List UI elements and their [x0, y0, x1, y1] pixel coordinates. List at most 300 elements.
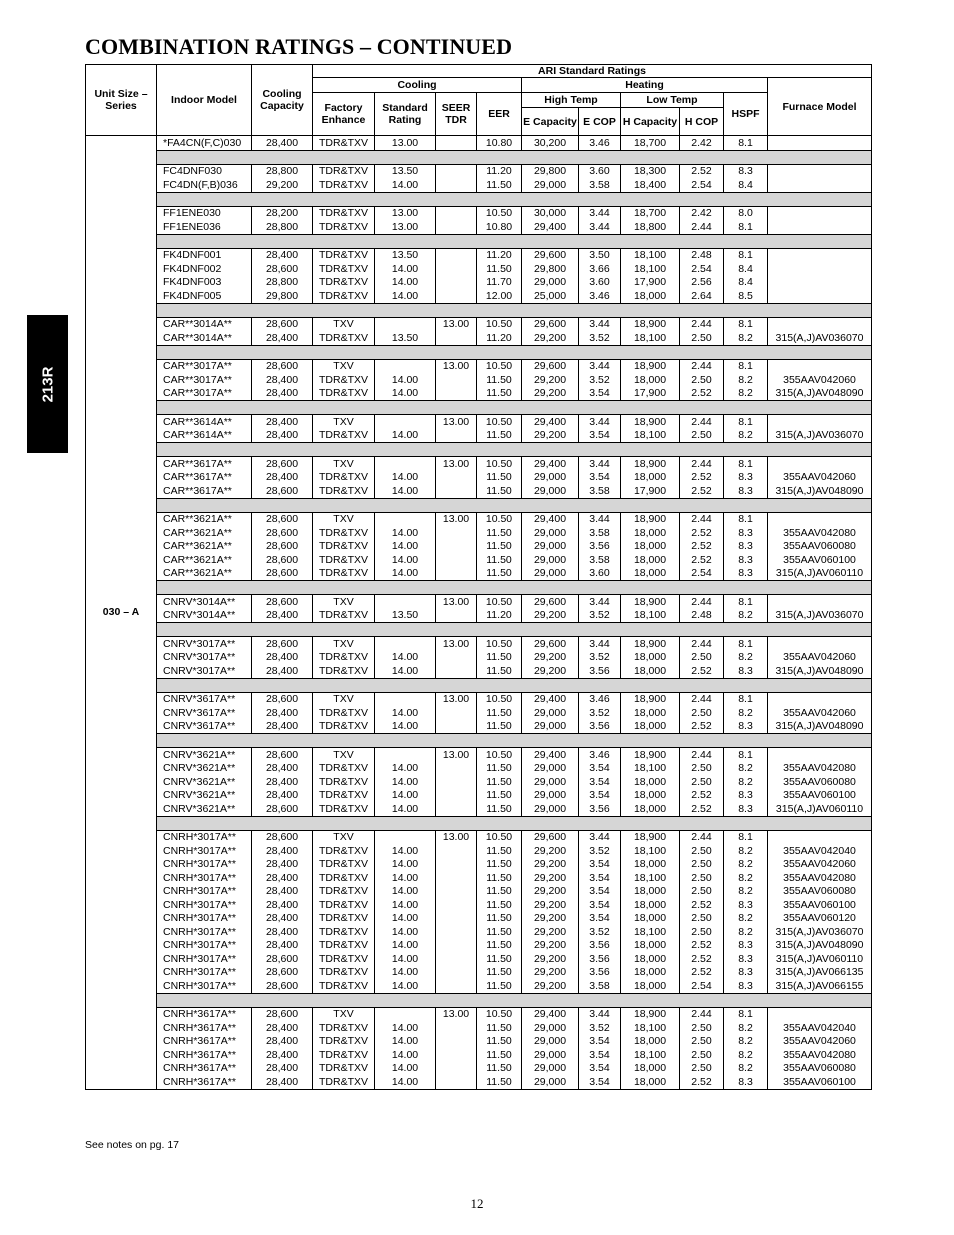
cell-seer-tdr: 13.00	[436, 748, 477, 762]
cell-hspf: 8.2	[724, 762, 768, 776]
cell-hspf: 8.3	[724, 952, 768, 966]
cell-seer-tdr: 13.00	[436, 637, 477, 651]
cell-hspf: 8.2	[724, 844, 768, 858]
cell-standard-rating	[375, 415, 436, 429]
cell-furnace-model: 355AAV042060	[768, 471, 872, 485]
cell-e-capacity: 29,400	[522, 220, 579, 234]
cell-indoor-model: FF1ENE030	[157, 206, 252, 220]
cell-factory-enhance: TDR&TXV	[313, 206, 375, 220]
separator-cell	[157, 401, 872, 415]
cell-seer-tdr	[436, 1075, 477, 1089]
header-h-cop: H COP	[680, 108, 724, 136]
cell-cooling-capacity: 28,400	[252, 858, 313, 872]
cell-h-cop: 2.52	[680, 952, 724, 966]
cell-e-cop: 3.60	[579, 567, 621, 581]
cell-indoor-model: CAR**3017A**	[157, 359, 252, 373]
cell-hspf: 8.2	[724, 871, 768, 885]
cell-h-capacity: 18,000	[621, 858, 680, 872]
cell-factory-enhance: TDR&TXV	[313, 885, 375, 899]
cell-factory-enhance: TXV	[313, 830, 375, 844]
cell-e-cop: 3.54	[579, 912, 621, 926]
cell-h-cop: 2.52	[680, 898, 724, 912]
table-row	[86, 262, 872, 276]
side-tab	[27, 315, 68, 453]
cell-furnace-model	[768, 1007, 872, 1021]
cell-h-cop: 2.50	[680, 429, 724, 443]
table-row	[86, 952, 872, 966]
cell-standard-rating: 14.00	[375, 844, 436, 858]
cell-standard-rating	[375, 830, 436, 844]
cell-h-cop: 2.52	[680, 164, 724, 178]
cell-eer: 11.50	[477, 373, 522, 387]
cell-h-cop: 2.52	[680, 966, 724, 980]
cell-h-capacity: 18,000	[621, 885, 680, 899]
cell-standard-rating	[375, 595, 436, 609]
cell-furnace-model: 355AAV060100	[768, 789, 872, 803]
cell-factory-enhance: TDR&TXV	[313, 1048, 375, 1062]
cell-h-capacity: 18,100	[621, 762, 680, 776]
cell-e-capacity: 29,000	[522, 720, 579, 734]
cell-indoor-model: CNRH*3017A**	[157, 885, 252, 899]
cell-eer: 11.20	[477, 248, 522, 262]
cell-seer-tdr	[436, 706, 477, 720]
header-ari: ARI Standard Ratings	[313, 65, 872, 78]
cell-hspf: 8.2	[724, 1062, 768, 1076]
cell-cooling-capacity: 28,600	[252, 484, 313, 498]
cell-cooling-capacity: 28,600	[252, 540, 313, 554]
cell-furnace-model: 315(A,J)AV048090	[768, 939, 872, 953]
cell-furnace-model: 315(A,J)AV048090	[768, 484, 872, 498]
cell-e-capacity: 29,000	[522, 276, 579, 290]
table-row	[86, 359, 872, 373]
cell-furnace-model	[768, 512, 872, 526]
cell-eer: 10.50	[477, 1007, 522, 1021]
table-row	[86, 553, 872, 567]
cell-hspf: 8.1	[724, 830, 768, 844]
separator-cell	[157, 678, 872, 692]
cell-standard-rating: 14.00	[375, 858, 436, 872]
cell-indoor-model: CNRH*3017A**	[157, 898, 252, 912]
cell-factory-enhance: TDR&TXV	[313, 664, 375, 678]
cell-furnace-model: 315(A,J)AV060110	[768, 802, 872, 816]
cell-indoor-model: CNRV*3014A**	[157, 609, 252, 623]
cell-hspf: 8.1	[724, 512, 768, 526]
cell-e-cop: 3.66	[579, 262, 621, 276]
header-eer: EER	[477, 93, 522, 136]
cell-furnace-model	[768, 206, 872, 220]
cell-standard-rating	[375, 359, 436, 373]
cell-e-capacity: 29,600	[522, 248, 579, 262]
cell-seer-tdr: 13.00	[436, 692, 477, 706]
cell-e-cop: 3.54	[579, 1035, 621, 1049]
cell-factory-enhance: TDR&TXV	[313, 540, 375, 554]
cell-seer-tdr	[436, 939, 477, 953]
cell-indoor-model: CNRH*3017A**	[157, 939, 252, 953]
cell-hspf: 8.3	[724, 484, 768, 498]
cell-indoor-model: CNRV*3621A**	[157, 789, 252, 803]
cell-standard-rating: 14.00	[375, 1035, 436, 1049]
cell-seer-tdr: 13.00	[436, 595, 477, 609]
cell-seer-tdr: 13.00	[436, 830, 477, 844]
cell-h-capacity: 18,400	[621, 178, 680, 192]
cell-indoor-model: CNRH*3017A**	[157, 844, 252, 858]
table-row	[86, 706, 872, 720]
group-separator	[86, 498, 872, 512]
cell-factory-enhance: TDR&TXV	[313, 952, 375, 966]
cell-indoor-model: FC4DN(F,B)036	[157, 178, 252, 192]
cell-e-cop: 3.56	[579, 939, 621, 953]
cell-h-cop: 2.44	[680, 830, 724, 844]
cell-furnace-model: 315(A,J)AV060110	[768, 952, 872, 966]
cell-factory-enhance: TDR&TXV	[313, 387, 375, 401]
table-row	[86, 471, 872, 485]
cell-indoor-model: CNRV*3621A**	[157, 762, 252, 776]
cell-cooling-capacity: 28,400	[252, 248, 313, 262]
cell-e-capacity: 29,400	[522, 512, 579, 526]
cell-standard-rating: 13.50	[375, 164, 436, 178]
cell-eer: 11.50	[477, 262, 522, 276]
cell-standard-rating: 14.00	[375, 952, 436, 966]
table-row	[86, 637, 872, 651]
separator-cell	[157, 234, 872, 248]
cell-standard-rating	[375, 637, 436, 651]
cell-factory-enhance: TDR&TXV	[313, 276, 375, 290]
cell-factory-enhance: TDR&TXV	[313, 1021, 375, 1035]
cell-eer: 11.50	[477, 925, 522, 939]
group-separator	[86, 816, 872, 830]
group-separator	[86, 734, 872, 748]
table-row	[86, 871, 872, 885]
cell-furnace-model	[768, 359, 872, 373]
cell-standard-rating: 13.00	[375, 206, 436, 220]
cell-seer-tdr: 13.00	[436, 359, 477, 373]
cell-e-cop: 3.54	[579, 429, 621, 443]
cell-e-capacity: 29,200	[522, 844, 579, 858]
cell-h-capacity: 18,800	[621, 220, 680, 234]
cell-seer-tdr	[436, 387, 477, 401]
cell-standard-rating	[375, 457, 436, 471]
group-separator	[86, 623, 872, 637]
cell-standard-rating: 14.00	[375, 553, 436, 567]
table-row	[86, 317, 872, 331]
cell-e-capacity: 29,200	[522, 925, 579, 939]
cell-furnace-model	[768, 262, 872, 276]
cell-e-capacity: 29,400	[522, 457, 579, 471]
cell-factory-enhance: TDR&TXV	[313, 289, 375, 303]
cell-e-capacity: 29,200	[522, 979, 579, 993]
table-row	[86, 1062, 872, 1076]
cell-seer-tdr	[436, 609, 477, 623]
cell-e-cop: 3.54	[579, 871, 621, 885]
cell-indoor-model: CNRH*3617A**	[157, 1048, 252, 1062]
cell-e-capacity: 29,000	[522, 775, 579, 789]
table-row	[86, 415, 872, 429]
table-row	[86, 1021, 872, 1035]
cell-e-cop: 3.52	[579, 373, 621, 387]
cell-cooling-capacity: 28,400	[252, 939, 313, 953]
cell-standard-rating: 14.00	[375, 1075, 436, 1089]
cell-eer: 11.50	[477, 567, 522, 581]
cell-e-cop: 3.46	[579, 748, 621, 762]
cell-h-cop: 2.52	[680, 802, 724, 816]
table-row	[86, 925, 872, 939]
cell-h-capacity: 18,000	[621, 651, 680, 665]
cell-factory-enhance: TDR&TXV	[313, 484, 375, 498]
cell-eer: 11.50	[477, 1075, 522, 1089]
cell-cooling-capacity: 28,600	[252, 262, 313, 276]
cell-e-capacity: 29,200	[522, 331, 579, 345]
cell-h-capacity: 18,000	[621, 898, 680, 912]
cell-h-cop: 2.50	[680, 1021, 724, 1035]
cell-factory-enhance: TDR&TXV	[313, 220, 375, 234]
cell-h-capacity: 18,000	[621, 526, 680, 540]
cell-factory-enhance: TXV	[313, 595, 375, 609]
cell-hspf: 8.3	[724, 898, 768, 912]
cell-e-cop: 3.54	[579, 898, 621, 912]
cell-cooling-capacity: 28,400	[252, 898, 313, 912]
cell-e-cop: 3.60	[579, 164, 621, 178]
cell-furnace-model: 315(A,J)AV036070	[768, 331, 872, 345]
table-row	[86, 206, 872, 220]
cell-standard-rating: 14.00	[375, 762, 436, 776]
cell-furnace-model: 315(A,J)AV066155	[768, 979, 872, 993]
separator-cell	[157, 993, 872, 1007]
separator-cell	[157, 816, 872, 830]
unit-size-cell: 030 – A	[86, 136, 157, 1090]
cell-factory-enhance: TDR&TXV	[313, 526, 375, 540]
cell-hspf: 8.2	[724, 925, 768, 939]
cell-h-cop: 2.56	[680, 276, 724, 290]
cell-seer-tdr	[436, 1048, 477, 1062]
cell-cooling-capacity: 28,400	[252, 429, 313, 443]
cell-h-capacity: 18,900	[621, 1007, 680, 1021]
separator-cell	[157, 303, 872, 317]
cell-hspf: 8.4	[724, 276, 768, 290]
cell-seer-tdr	[436, 858, 477, 872]
table-row	[86, 692, 872, 706]
cell-seer-tdr	[436, 802, 477, 816]
cell-h-capacity: 18,900	[621, 512, 680, 526]
cell-seer-tdr: 13.00	[436, 317, 477, 331]
cell-seer-tdr	[436, 220, 477, 234]
cell-indoor-model: CAR**3614A**	[157, 415, 252, 429]
cell-furnace-model: 355AAV060100	[768, 553, 872, 567]
cell-factory-enhance: TXV	[313, 359, 375, 373]
cell-e-capacity: 29,000	[522, 1048, 579, 1062]
cell-hspf: 8.1	[724, 1007, 768, 1021]
page-title: COMBINATION RATINGS – CONTINUED	[85, 34, 513, 59]
cell-furnace-model: 315(A,J)AV036070	[768, 429, 872, 443]
separator-cell	[157, 581, 872, 595]
cell-cooling-capacity: 28,400	[252, 871, 313, 885]
cell-indoor-model: CNRV*3621A**	[157, 802, 252, 816]
cell-h-capacity: 18,000	[621, 802, 680, 816]
cell-eer: 11.50	[477, 526, 522, 540]
cell-factory-enhance: TDR&TXV	[313, 802, 375, 816]
cell-seer-tdr	[436, 471, 477, 485]
cell-seer-tdr	[436, 136, 477, 151]
cell-h-cop: 2.44	[680, 359, 724, 373]
cell-h-capacity: 18,900	[621, 457, 680, 471]
cell-factory-enhance: TDR&TXV	[313, 1075, 375, 1089]
cell-factory-enhance: TDR&TXV	[313, 331, 375, 345]
cell-e-cop: 3.52	[579, 844, 621, 858]
cell-h-cop: 2.52	[680, 664, 724, 678]
cell-seer-tdr	[436, 925, 477, 939]
cell-eer: 11.50	[477, 664, 522, 678]
cell-e-capacity: 29,200	[522, 898, 579, 912]
cell-furnace-model	[768, 595, 872, 609]
cell-h-cop: 2.50	[680, 885, 724, 899]
cell-e-capacity: 29,000	[522, 706, 579, 720]
cell-cooling-capacity: 28,400	[252, 609, 313, 623]
cell-factory-enhance: TDR&TXV	[313, 912, 375, 926]
cell-furnace-model: 315(A,J)AV048090	[768, 720, 872, 734]
cell-h-cop: 2.50	[680, 775, 724, 789]
cell-furnace-model	[768, 830, 872, 844]
cell-cooling-capacity: 28,400	[252, 664, 313, 678]
cell-indoor-model: CAR**3621A**	[157, 540, 252, 554]
cell-hspf: 8.3	[724, 471, 768, 485]
cell-h-cop: 2.50	[680, 331, 724, 345]
cell-h-cop: 2.52	[680, 789, 724, 803]
cell-hspf: 8.1	[724, 415, 768, 429]
cell-seer-tdr	[436, 898, 477, 912]
cell-furnace-model	[768, 220, 872, 234]
cell-e-capacity: 29,000	[522, 1062, 579, 1076]
cell-eer: 11.50	[477, 885, 522, 899]
cell-eer: 10.50	[477, 359, 522, 373]
cell-e-cop: 3.44	[579, 457, 621, 471]
cell-e-cop: 3.44	[579, 220, 621, 234]
cell-hspf: 8.3	[724, 789, 768, 803]
cell-cooling-capacity: 28,600	[252, 512, 313, 526]
cell-e-cop: 3.44	[579, 415, 621, 429]
cell-h-capacity: 18,000	[621, 373, 680, 387]
cell-h-cop: 2.64	[680, 289, 724, 303]
cell-h-capacity: 18,000	[621, 567, 680, 581]
cell-cooling-capacity: 28,400	[252, 912, 313, 926]
cell-e-cop: 3.54	[579, 471, 621, 485]
cell-factory-enhance: TDR&TXV	[313, 373, 375, 387]
cell-eer: 10.50	[477, 692, 522, 706]
cell-e-capacity: 25,000	[522, 289, 579, 303]
cell-cooling-capacity: 28,400	[252, 762, 313, 776]
cell-standard-rating	[375, 1007, 436, 1021]
cell-factory-enhance: TDR&TXV	[313, 651, 375, 665]
cell-standard-rating: 14.00	[375, 289, 436, 303]
cell-h-capacity: 18,100	[621, 331, 680, 345]
cell-factory-enhance: TXV	[313, 1007, 375, 1021]
cell-seer-tdr	[436, 373, 477, 387]
cell-eer: 11.50	[477, 979, 522, 993]
cell-indoor-model: CAR**3014A**	[157, 331, 252, 345]
cell-standard-rating: 14.00	[375, 898, 436, 912]
table-row	[86, 220, 872, 234]
cell-h-capacity: 18,700	[621, 206, 680, 220]
cell-e-cop: 3.50	[579, 248, 621, 262]
header-e-cop: E COP	[579, 108, 621, 136]
cell-standard-rating: 14.00	[375, 484, 436, 498]
cell-indoor-model: CAR**3617A**	[157, 457, 252, 471]
cell-eer: 11.50	[477, 429, 522, 443]
cell-h-capacity: 18,000	[621, 1062, 680, 1076]
cell-indoor-model: CNRH*3017A**	[157, 871, 252, 885]
cell-e-capacity: 29,200	[522, 387, 579, 401]
cell-e-capacity: 30,200	[522, 136, 579, 151]
cell-indoor-model: CNRH*3617A**	[157, 1075, 252, 1089]
cell-factory-enhance: TDR&TXV	[313, 136, 375, 151]
cell-factory-enhance: TDR&TXV	[313, 248, 375, 262]
cell-e-capacity: 29,200	[522, 939, 579, 953]
table-row	[86, 331, 872, 345]
cell-e-capacity: 29,000	[522, 178, 579, 192]
cell-e-cop: 3.52	[579, 1021, 621, 1035]
cell-indoor-model: CNRV*3017A**	[157, 651, 252, 665]
cell-cooling-capacity: 28,600	[252, 966, 313, 980]
group-separator	[86, 401, 872, 415]
cell-h-cop: 2.52	[680, 484, 724, 498]
cell-seer-tdr	[436, 567, 477, 581]
group-separator	[86, 581, 872, 595]
cell-standard-rating: 14.00	[375, 871, 436, 885]
table-row	[86, 540, 872, 554]
cell-seer-tdr	[436, 775, 477, 789]
cell-seer-tdr	[436, 526, 477, 540]
cell-e-capacity: 29,000	[522, 471, 579, 485]
cell-seer-tdr	[436, 651, 477, 665]
cell-h-capacity: 18,000	[621, 553, 680, 567]
cell-indoor-model: CNRH*3617A**	[157, 1007, 252, 1021]
cell-factory-enhance: TDR&TXV	[313, 609, 375, 623]
cell-h-capacity: 18,100	[621, 609, 680, 623]
table-row	[86, 830, 872, 844]
cell-indoor-model: CAR**3621A**	[157, 526, 252, 540]
cell-cooling-capacity: 28,400	[252, 331, 313, 345]
cell-h-capacity: 18,000	[621, 664, 680, 678]
cell-indoor-model: CAR**3621A**	[157, 553, 252, 567]
cell-e-cop: 3.56	[579, 664, 621, 678]
cell-furnace-model	[768, 136, 872, 151]
cell-h-cop: 2.50	[680, 844, 724, 858]
cell-e-cop: 3.58	[579, 526, 621, 540]
cell-standard-rating	[375, 748, 436, 762]
header-seer-tdr: SEER TDR	[436, 93, 477, 136]
cell-h-capacity: 18,100	[621, 925, 680, 939]
cell-e-cop: 3.44	[579, 830, 621, 844]
cell-furnace-model: 315(A,J)AV048090	[768, 664, 872, 678]
cell-eer: 11.50	[477, 553, 522, 567]
cell-e-cop: 3.46	[579, 692, 621, 706]
cell-h-cop: 2.52	[680, 387, 724, 401]
cell-eer: 11.50	[477, 858, 522, 872]
cell-factory-enhance: TXV	[313, 637, 375, 651]
cell-cooling-capacity: 28,400	[252, 925, 313, 939]
table-row	[86, 248, 872, 262]
cell-cooling-capacity: 28,800	[252, 276, 313, 290]
page-number: 12	[470, 1196, 484, 1211]
cell-furnace-model: 355AAV042080	[768, 871, 872, 885]
header-standard-rating: Standard Rating	[375, 93, 436, 136]
cell-furnace-model	[768, 415, 872, 429]
cell-hspf: 8.2	[724, 1048, 768, 1062]
cell-indoor-model: CNRH*3017A**	[157, 966, 252, 980]
cell-eer: 10.50	[477, 637, 522, 651]
cell-indoor-model: CAR**3617A**	[157, 471, 252, 485]
cell-seer-tdr	[436, 844, 477, 858]
cell-furnace-model: 355AAV042060	[768, 706, 872, 720]
table-row	[86, 1075, 872, 1089]
